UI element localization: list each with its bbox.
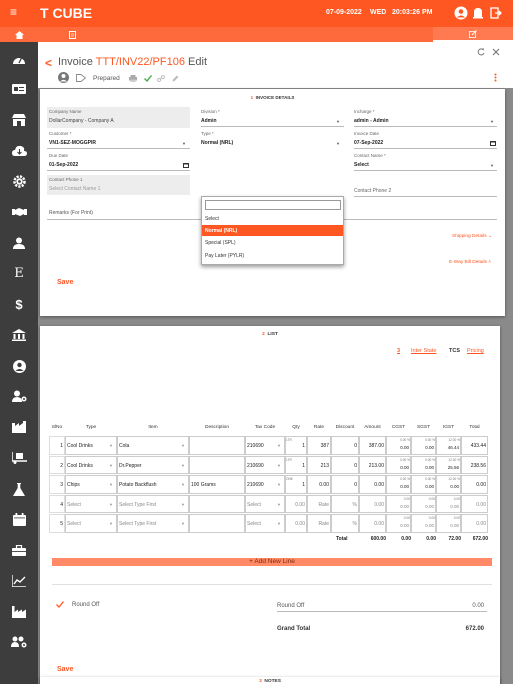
sidebar-item-handshake[interactable]: [10, 204, 28, 220]
chevron-down-icon: ▼: [109, 443, 113, 448]
col-slno: SlNo: [51, 425, 63, 430]
table-cell-subtext: 12.00 %: [448, 477, 460, 481]
table-cell-subtext: 0.00: [428, 496, 435, 501]
table-cell-text: Rate: [318, 501, 329, 508]
table-cell-subtext: 0.00 %: [400, 438, 410, 442]
table-cell-desc[interactable]: [189, 456, 245, 475]
refresh-icon[interactable]: [477, 48, 485, 56]
current-date: 07-09-2022: [326, 9, 362, 16]
gear-icon: [13, 175, 26, 188]
title-prefix: Invoice: [58, 56, 93, 68]
current-day: WED: [370, 9, 387, 16]
table-cell-subtext: 0.00 %: [400, 477, 410, 481]
table-cell-subtext: 0.00: [453, 516, 460, 520]
col-total: Total: [469, 425, 480, 430]
id-card-icon: [12, 84, 26, 94]
table-cell-text: 387: [320, 443, 329, 449]
contact-name-underline: [354, 170, 497, 171]
round-off-checkbox[interactable]: [56, 601, 64, 608]
table-cell-text: 2: [60, 462, 63, 469]
current-time: 20:03:26 PM: [392, 9, 433, 16]
alarm-icon[interactable]: [472, 6, 486, 20]
table-cell-subtext: 0.00: [403, 516, 410, 520]
sidebar-item-dashboard[interactable]: [10, 51, 28, 67]
total-igst: 72.00: [448, 536, 461, 542]
incharge-select[interactable]: admin - Admin: [354, 118, 389, 124]
chevron-down-icon: ▼: [277, 462, 281, 468]
table-cell-text: 210690: [247, 482, 264, 488]
cloud-download-icon: [12, 145, 27, 156]
chevron-down-icon: ▼: [181, 501, 185, 507]
sidebar: [0, 42, 38, 684]
bank-icon: [12, 329, 26, 341]
table-cell-desc[interactable]: [189, 436, 245, 455]
handshake-icon: [12, 207, 27, 217]
table-cell-text: 238.56: [470, 462, 486, 469]
calendar-icon[interactable]: [183, 162, 189, 168]
table-cell-text: 0.00: [450, 503, 459, 509]
table-cell-text: 0.00: [295, 501, 305, 508]
sidebar-item-team[interactable]: [10, 634, 28, 650]
status-label: Prepared: [93, 75, 120, 82]
top-bar: [0, 0, 513, 27]
incharge-underline: [354, 126, 497, 127]
dollar-icon: $: [15, 296, 23, 312]
table-cell-subtext: 0.00: [453, 496, 460, 501]
company-label: Company Name: [49, 109, 82, 114]
table-cell-text: %: [352, 501, 357, 508]
sidebar-item-calendar[interactable]: [10, 511, 28, 527]
chevron-down-icon: ▼: [277, 521, 281, 526]
table-cell-text: 0.00: [319, 482, 329, 488]
type-option-select[interactable]: Select: [205, 215, 219, 222]
items-count[interactable]: 3: [397, 348, 401, 354]
sidebar-item-settings[interactable]: [10, 173, 28, 189]
shipping-details-text: Shipping Details: [452, 234, 487, 239]
division-select[interactable]: Admin: [201, 118, 217, 124]
contact-name-label: Contact Name *: [354, 153, 386, 158]
document-tab[interactable]: [62, 27, 82, 42]
chevron-down-icon: ▼: [490, 119, 494, 124]
tab-bar: [0, 27, 513, 42]
table-cell-text: Select Type First: [119, 521, 157, 527]
company-field: DollarCompany - Company A: [49, 118, 114, 124]
truck-loading-icon: [12, 452, 27, 464]
table-cell-text: 100 Grams: [191, 482, 216, 488]
add-new-line-button[interactable]: + Add New Line: [52, 558, 492, 566]
sidebar-item-finance[interactable]: [10, 296, 28, 312]
due-date-label: Due Date: [49, 153, 69, 158]
table-cell-text: Select Type First: [119, 501, 157, 508]
pricing-link[interactable]: Pricing: [467, 348, 484, 354]
pencil-icon[interactable]: [172, 75, 179, 82]
page-header: [38, 42, 513, 88]
table-cell-text: 1: [302, 482, 305, 488]
eway-bill-text: E-Way Bill Details: [449, 260, 487, 265]
app-brand: T CUBE: [40, 5, 93, 21]
type-option-normal[interactable]: Normal (NRL): [202, 225, 343, 236]
table-cell-text: Cool Drinks: [67, 462, 93, 469]
table-cell-subtext: 0.00: [428, 516, 435, 520]
table-cell-text: 5: [60, 521, 63, 527]
logout-icon[interactable]: [490, 6, 504, 20]
chevron-down-icon: ▼: [181, 482, 185, 487]
table-cell-text: 0.00: [476, 501, 486, 508]
chevron-down-icon: ▼: [336, 141, 340, 146]
eway-bill-link[interactable]: E-Way Bill Details ˄: [449, 260, 492, 265]
chevron-down-icon: ▼: [181, 462, 185, 468]
table-cell-text: Cola: [119, 443, 130, 449]
chevron-down-icon: ▼: [182, 141, 186, 146]
speedometer-icon: [12, 53, 26, 65]
table-cell-text: 4: [60, 501, 63, 508]
table-cell-text: 213: [320, 462, 329, 469]
list-card: [40, 326, 500, 684]
section-title: INVOICE DETAILS: [255, 95, 295, 100]
invoice-details-card: [40, 89, 505, 316]
users-gear-icon: [11, 636, 27, 648]
table-cell-subtext: 0.00 %: [425, 477, 435, 481]
contact-phone1-label: Contact Phone 1: [49, 177, 83, 182]
invoice-details-heading: [40, 95, 505, 100]
section-title: NOTES: [264, 679, 281, 684]
table-cell-text: 1: [302, 443, 305, 449]
table-cell-text: 433.44: [470, 443, 486, 449]
round-off-value[interactable]: 0.00: [472, 603, 484, 609]
edit-icon: [469, 30, 477, 38]
round-off-field-label: Round Off: [277, 603, 305, 609]
table-cell-text: 0.00: [374, 482, 384, 488]
total-total: 672.00: [472, 536, 488, 542]
section-title: LIST: [267, 332, 278, 337]
table-cell-text: Cool Drinks: [67, 443, 93, 449]
col-description: Description: [205, 425, 229, 430]
more-vertical-icon[interactable]: [494, 73, 497, 82]
grand-total-label: Grand Total: [277, 626, 311, 632]
table-cell-subtext: 12.00 %: [448, 438, 460, 442]
page-title: [58, 56, 207, 68]
table-cell-text: 0.00: [400, 484, 409, 489]
table-cell-text: 0.00: [400, 464, 409, 470]
factory-icon: [12, 421, 26, 433]
table-cell-text: 0.00: [425, 445, 434, 450]
table-cell-text: 1: [60, 443, 63, 449]
main-content: [38, 42, 513, 684]
table-cell-text: 0.00: [374, 501, 384, 508]
list-heading: [40, 332, 500, 337]
e-letter-icon: E: [14, 265, 24, 281]
invoice-date-underline: [354, 148, 497, 149]
store-icon: [12, 114, 26, 126]
total-sgst: 0.00: [426, 536, 436, 542]
table-cell-text: 0: [354, 443, 357, 449]
user-avatar-icon[interactable]: [454, 6, 468, 20]
type-option-pay-later[interactable]: Pay Later (PYLR): [205, 252, 245, 259]
type-dropdown: [201, 196, 344, 265]
customer-underline: [47, 148, 190, 149]
home-tab[interactable]: [0, 27, 38, 42]
table-cell-text: 3: [60, 482, 63, 488]
remarks-field[interactable]: Remarks (For Print): [49, 210, 93, 216]
table-cell-text: 0: [354, 482, 357, 488]
table-cell-text: 1: [302, 462, 305, 469]
table-cell-text: 0.00: [374, 521, 384, 527]
table-cell-text: 25.56: [447, 464, 459, 470]
col-cgst: CGST: [391, 425, 406, 430]
col-rate: Rate: [313, 425, 325, 430]
sidebar-item-industry[interactable]: [10, 604, 28, 620]
close-icon[interactable]: [492, 48, 500, 56]
table-cell-text: Select: [67, 501, 81, 508]
save-details-button[interactable]: Save: [57, 279, 74, 286]
col-igst: IGST: [442, 425, 455, 430]
col-tax-code: Tax Code: [254, 425, 276, 430]
contact-phone1-field[interactable]: Select Contact Name 1: [49, 186, 101, 192]
sidebar-item-cards[interactable]: [10, 81, 28, 97]
line-chart-icon: [12, 575, 26, 587]
industry-icon: [12, 606, 26, 618]
sidebar-item-delivery[interactable]: [10, 450, 28, 466]
division-label: Division *: [201, 109, 220, 114]
col-item: Item: [148, 425, 158, 430]
title-suffix: Edit: [188, 56, 208, 68]
type-search-input[interactable]: [205, 200, 341, 210]
table-cell-text: 0.00: [425, 503, 434, 509]
home-icon: [15, 31, 24, 39]
sidebar-item-bank[interactable]: [10, 327, 28, 343]
user-gear-icon: [12, 390, 27, 402]
table-cell-text: 0.00: [476, 482, 486, 488]
chevron-down-icon: ▼: [277, 443, 281, 448]
chevron-down-icon: ▼: [336, 119, 340, 124]
round-off-label: Round Off: [72, 602, 100, 608]
chevron-down-icon: ▼: [181, 443, 185, 448]
chevron-down-icon: ▼: [490, 163, 494, 168]
table-cell-subtext: LTR: [286, 457, 292, 462]
due-date-underline: [47, 170, 190, 171]
table-cell-subtext: 0.00: [403, 496, 410, 501]
edit-tab[interactable]: [433, 27, 513, 42]
document-icon: [69, 31, 76, 39]
col-type: Type: [85, 425, 97, 430]
table-cell-subtext: LTR: [286, 438, 292, 442]
sidebar-item-reports[interactable]: [10, 573, 28, 589]
table-cell-text: Select: [247, 501, 261, 508]
sidebar-item-users[interactable]: [10, 235, 28, 251]
table-cell-subtext: 12.00 %: [448, 457, 460, 462]
sidebar-item-user-settings[interactable]: [10, 388, 28, 404]
division-underline: [201, 126, 344, 127]
section-number: 2: [262, 332, 265, 337]
divider: [52, 584, 492, 585]
section-number: 1: [250, 95, 254, 100]
table-cell-text: 0.00: [425, 464, 434, 470]
sidebar-item-toolbox[interactable]: [10, 542, 28, 558]
table-cell-desc[interactable]: [189, 495, 245, 514]
table-cell-text: 213.00: [368, 462, 384, 469]
table-cell-text: Potato Backflush: [119, 482, 157, 488]
profile-circle-icon: [13, 360, 26, 373]
table-cell-text: Select: [67, 521, 81, 527]
inter-state-toggle[interactable]: Inter State: [411, 348, 437, 354]
due-date-field[interactable]: 01-Sep-2022: [49, 162, 79, 168]
table-cell-text: 210690: [247, 443, 264, 449]
type-select[interactable]: Normal (NRL): [201, 140, 234, 146]
user-icon: [13, 237, 25, 249]
table-cell-text: 0.00: [450, 523, 459, 528]
sidebar-item-cloud[interactable]: [10, 142, 28, 158]
table-cell-text: 46.44: [447, 445, 459, 450]
type-option-special[interactable]: Special (SPL): [205, 239, 236, 246]
notes-card: [40, 677, 500, 684]
total-cgst: 0.00: [401, 536, 411, 542]
table-cell-text: 0.00: [400, 523, 409, 528]
round-off-underline: [277, 611, 487, 612]
sidebar-item-store[interactable]: [10, 112, 28, 128]
col-amount: Amount: [364, 425, 381, 430]
check-icon[interactable]: [144, 75, 152, 82]
calendar-icon[interactable]: [490, 140, 496, 146]
link-icon[interactable]: [157, 75, 165, 82]
table-cell-text: Chips: [67, 482, 80, 488]
table-cell-text: Select: [247, 521, 261, 527]
table-cell-text: 387.00: [368, 443, 384, 449]
table-cell-text: 0.00: [476, 521, 486, 527]
table-cell-text: 0: [354, 462, 357, 469]
chevron-down-icon: ▼: [181, 521, 185, 526]
tcs-toggle[interactable]: TCS: [449, 348, 460, 354]
toolbox-icon: [12, 545, 26, 556]
sidebar-item-lab[interactable]: [10, 481, 28, 497]
table-cell-subtext: 0.00 %: [425, 438, 435, 442]
save-list-button[interactable]: Save: [57, 666, 74, 673]
sidebar-item-factory[interactable]: [10, 419, 28, 435]
total-label: Total: [336, 536, 348, 542]
table-cell-text: 0.00: [425, 484, 434, 489]
sidebar-item-profile[interactable]: [10, 358, 28, 374]
invoice-code: TTT/INV22/PF106: [95, 56, 185, 68]
calendar-icon: [13, 513, 26, 526]
total-amount: 600.00: [370, 536, 386, 542]
table-cell-subtext: 0.00 %: [425, 457, 435, 462]
owner-avatar-icon[interactable]: [58, 72, 69, 83]
table-cell-text: 0.00: [400, 503, 409, 509]
col-discount: Discount: [335, 425, 355, 430]
notes-heading: [40, 679, 500, 684]
tag-icon[interactable]: [76, 74, 86, 82]
menu-icon[interactable]: ≡: [10, 5, 18, 19]
sidebar-item-eway[interactable]: [10, 265, 28, 281]
flask-icon: [13, 483, 25, 496]
contact-phone2-field[interactable]: Contact Phone 2: [354, 188, 392, 194]
invoice-date-field[interactable]: 07-Sep-2022: [354, 140, 384, 146]
table-cell-subtext: 0.00 %: [400, 457, 410, 462]
chevron-down-icon: ▼: [277, 501, 281, 507]
customer-label: Customer *: [49, 131, 72, 136]
grand-total-value: 672.00: [465, 626, 484, 632]
shipping-details-link[interactable]: Shipping Details ⌄: [452, 234, 493, 239]
table-cell-text: 0.00: [400, 445, 409, 450]
table-cell-text: Dr.Pepper: [119, 462, 142, 469]
table-cell-text: 210690: [247, 462, 264, 469]
customer-select[interactable]: VN1-SEZ-MOGGPIR: [49, 140, 96, 146]
table-cell-text: Rate: [318, 521, 329, 527]
print-icon[interactable]: [129, 75, 137, 82]
contact-phone2-underline: [354, 196, 497, 197]
section-number: 3: [259, 679, 262, 684]
table-cell-text: 0.00: [425, 523, 434, 528]
contact-name-select[interactable]: Select: [354, 162, 369, 168]
table-cell-text: %: [352, 521, 357, 527]
invoice-date-label: Invoice Date: [354, 131, 380, 136]
incharge-label: Incharge *: [354, 109, 375, 114]
chevron-down-icon: ▼: [109, 482, 113, 487]
col-qty: Qty: [292, 425, 300, 430]
table-cell-desc[interactable]: [189, 514, 245, 533]
chevron-down-icon: ▼: [277, 482, 281, 487]
type-label: Type *: [201, 131, 214, 136]
table-cell-text: 0.00: [450, 484, 459, 489]
back-icon[interactable]: <: [45, 56, 53, 70]
chevron-down-icon: ▼: [109, 462, 113, 468]
chevron-down-icon: ▼: [109, 521, 113, 526]
col-sgst: SGST: [416, 425, 431, 430]
table-cell-subtext: ONE: [286, 477, 293, 481]
chevron-down-icon: ▼: [109, 501, 113, 507]
table-cell-text: 0.00: [295, 521, 305, 527]
